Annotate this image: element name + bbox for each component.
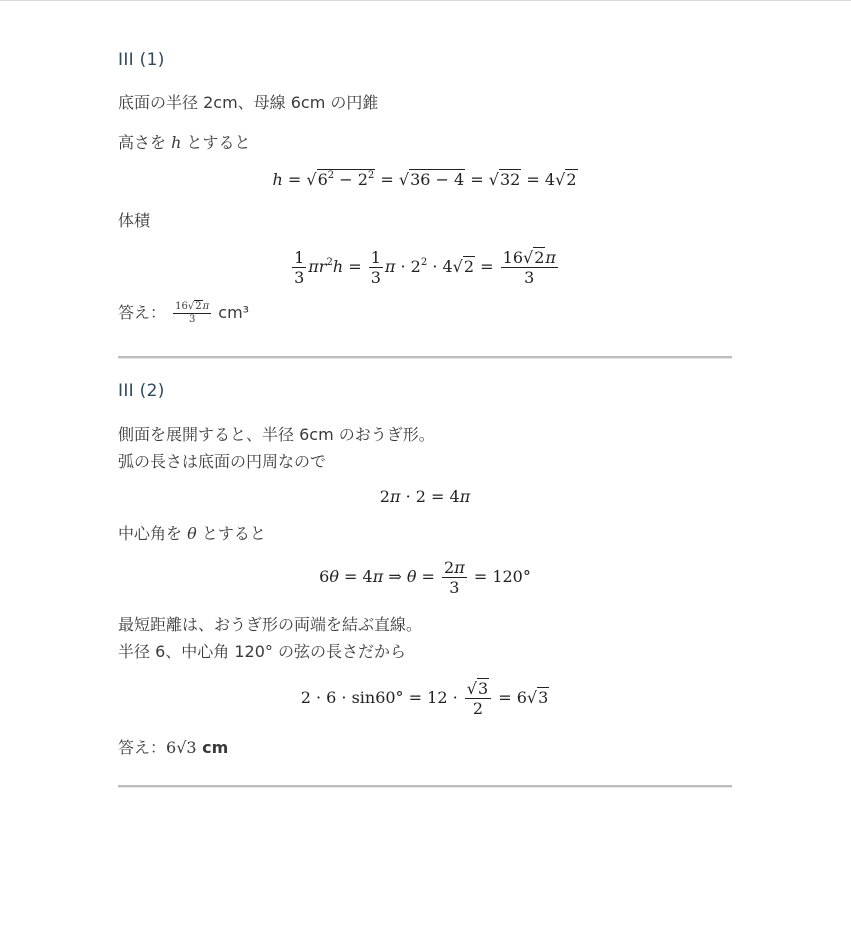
section-2-heading: III (2)	[118, 381, 165, 401]
section-2-development: 側面を展開すると、半径 6cm のおうぎ形。	[118, 425, 435, 444]
section-divider-2	[118, 785, 732, 788]
section-1-problem-statement: 底面の半径 2cm、母線 6cm の円錐	[118, 93, 379, 112]
volume-label: 体積	[118, 211, 151, 230]
section-divider-1	[118, 356, 732, 359]
angle-intro-pre: 中心角を	[118, 524, 183, 543]
section-2-angle-intro	[118, 521, 266, 544]
answer-2-value: 6√3	[166, 738, 197, 757]
circumference-equation: 2π · 2 = 4π	[379, 487, 471, 506]
section-1-answer: 答え： $\frac{16√2\pi}{3}$ cm³	[118, 301, 250, 325]
answer-2-unit: cm	[196, 738, 229, 757]
section-2-arc-length: 弧の長さは底面の円周なので	[118, 452, 327, 471]
height-intro-post: とすると	[186, 133, 251, 152]
top-border	[0, 0, 851, 1]
answer-1-label: 答え：	[118, 303, 167, 322]
angle-variable: θ	[187, 524, 197, 543]
section-1-height-intro	[118, 130, 251, 153]
height-intro-pre: 高さを	[118, 133, 167, 152]
volume-equation: $\frac{1}{3}$ $\pi r^2h$ = $\frac{1}{3}$ $\pi \cdot 2^2 \cdot 4√2$ = $\frac{16√2\pi}{3}$	[294, 248, 556, 287]
height-equation: $h = √6^2 - 2^2 = √36 - 4 = √32 = 4√2$	[272, 170, 577, 189]
angle-equation: 6θ = 4π ⇒ θ = $\frac{2\pi}{3}$ = 120°	[319, 558, 531, 597]
height-variable: h	[171, 133, 182, 152]
angle-intro-post: とすると	[201, 524, 266, 543]
section-1-heading: III (1)	[118, 50, 165, 70]
section-2-answer	[118, 735, 228, 758]
answer-1-unit: cm³	[218, 303, 250, 322]
answer-2-label: 答え：	[118, 738, 167, 757]
section-2-shortest-distance: 最短距離は、おうぎ形の両端を結ぶ直線。	[118, 615, 423, 634]
chord-equation: 2 · 6 · sin60° = 12 · $\frac{√3}{2}$ = 6√3	[300, 679, 549, 718]
section-2-chord-intro: 半径 6、中心角 120° の弦の長さだから	[118, 642, 406, 661]
